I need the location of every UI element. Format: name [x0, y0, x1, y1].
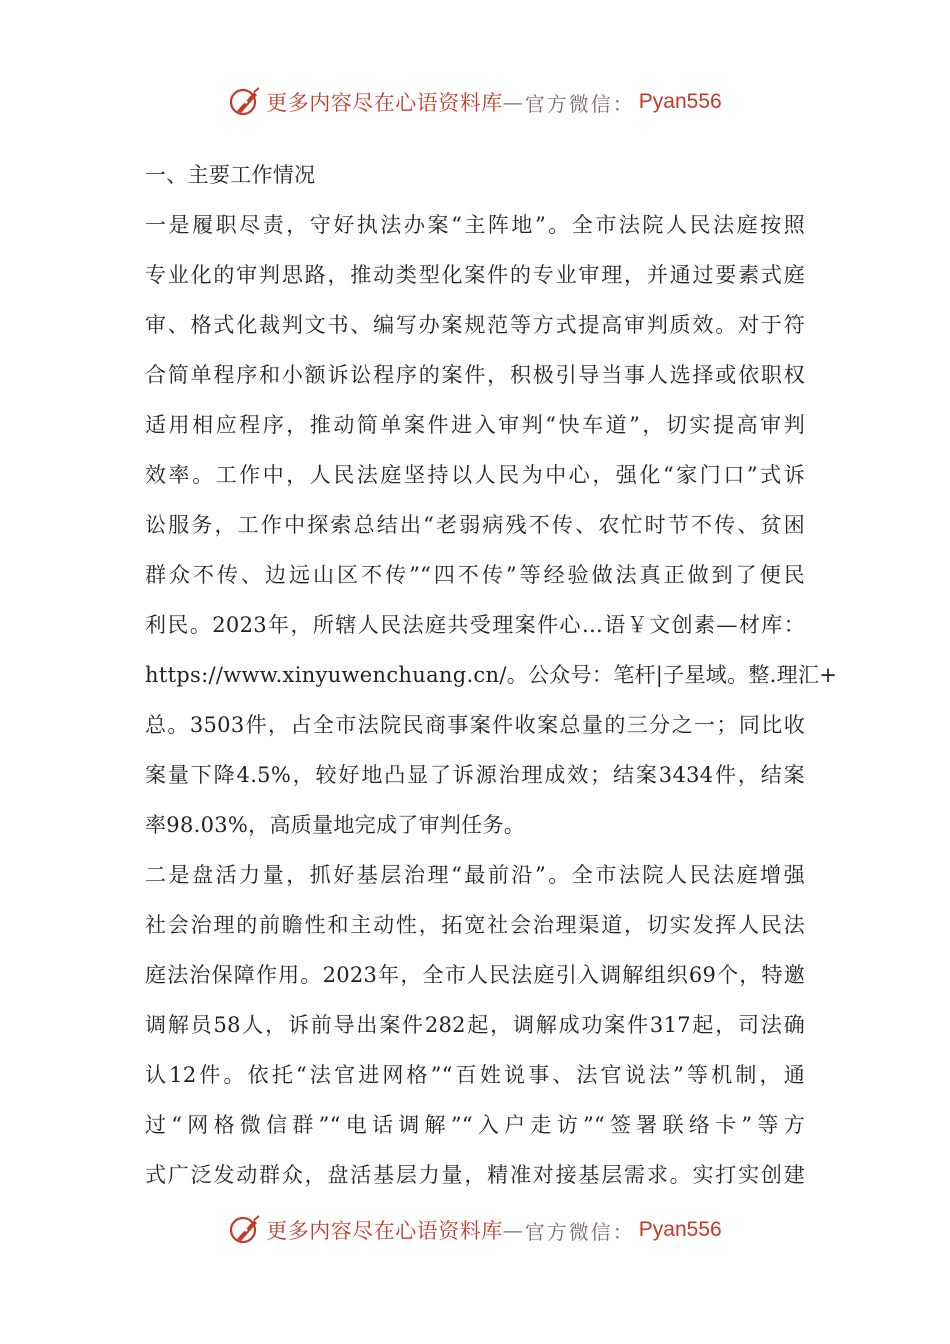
- paragraph-line: 效率。工作中，人民法庭坚持以人民为中心，强化“家门口”式诉: [145, 463, 805, 487]
- watermark-brand: 更多内容尽在心语资料库: [266, 1219, 503, 1243]
- pen-nib-circle-icon: [228, 1213, 262, 1247]
- paragraph-line: 适用相应程序，推动简单案件进入审判“快车道”，切实提高审判: [145, 413, 805, 437]
- header-watermark: [0, 82, 950, 122]
- watermark-official: 官方微信：: [524, 1219, 635, 1244]
- paragraph-1: [145, 200, 838, 850]
- watermark-wechat-id: Pyan556: [638, 90, 722, 113]
- paragraph-line: 一是履职尽责，守好执法办案“主阵地”。全市法院人民法庭按照: [145, 213, 805, 237]
- paragraph-line: 利民。2023年，所辖人民法庭共受理案件心…语￥文创素—材库：: [145, 613, 805, 637]
- paragraph-line: 调解员58人，诉前导出案件282起，调解成功案件317起，司法确: [145, 1013, 805, 1037]
- paragraph-line: 审、格式化裁判文书、编写办案规范等方式提高审判质效。对于符: [145, 313, 805, 337]
- watermark-dash: —: [502, 1218, 525, 1242]
- watermark-dash: —: [502, 90, 525, 114]
- paragraph-line: 讼服务，工作中探索总结出“老弱病残不传、农忙时节不传、贫困: [145, 513, 805, 537]
- paragraph-line: 过“网格微信群”“电话调解”“入户走访”“签署联络卡”等方: [145, 1113, 805, 1137]
- paragraph-line: 社会治理的前瞻性和主动性，拓宽社会治理渠道，切实发挥人民法: [145, 913, 805, 937]
- section-heading: 一、主要工作情况: [145, 163, 316, 187]
- watermark-brand: 更多内容尽在心语资料库: [266, 91, 503, 115]
- paragraph-line: 群众不传、边远山区不传”“四不传”等经验做法真正做到了便民: [145, 563, 805, 587]
- paragraph-line: 专业化的审判思路，推动类型化案件的专业审理，并通过要素式庭: [145, 263, 805, 287]
- paragraph-line: 率98.03%，高质量地完成了审判任务。: [145, 813, 526, 837]
- paragraph-2: [145, 850, 805, 1200]
- paragraph-line: 认12件。依托“法官进网格”“百姓说事、法官说法”等机制，通: [145, 1063, 805, 1087]
- watermark-wechat-id: Pyan556: [638, 1218, 722, 1241]
- paragraph-line: 庭法治保障作用。2023年，全市人民法庭引入调解组织69个，特邀: [145, 963, 805, 987]
- paragraph-line: 二是盘活力量，抓好基层治理“最前沿”。全市法院人民法庭增强: [145, 863, 805, 887]
- paragraph-line: 合简单程序和小额诉讼程序的案件，积极引导当事人选择或依职权: [145, 363, 805, 387]
- paragraph-line: 式广泛发动群众，盘活基层力量，精准对接基层需求。实打实创建: [145, 1163, 805, 1187]
- footer-watermark: [0, 1210, 950, 1250]
- pen-nib-circle-icon: [228, 85, 262, 119]
- document-body: [145, 150, 838, 1200]
- paragraph-line: 案量下降4.5%，较好地凸显了诉源治理成效；结案3434件，结案: [145, 763, 805, 787]
- paragraph-line-url: https://www.xinyuwenchuang.cn/。公众号：笔杆|子星域。整.理汇+: [145, 663, 838, 687]
- paragraph-line: 总。3503件，占全市法院民商事案件收案总量的三分之一；同比收: [145, 713, 805, 737]
- watermark-official: 官方微信：: [524, 91, 635, 116]
